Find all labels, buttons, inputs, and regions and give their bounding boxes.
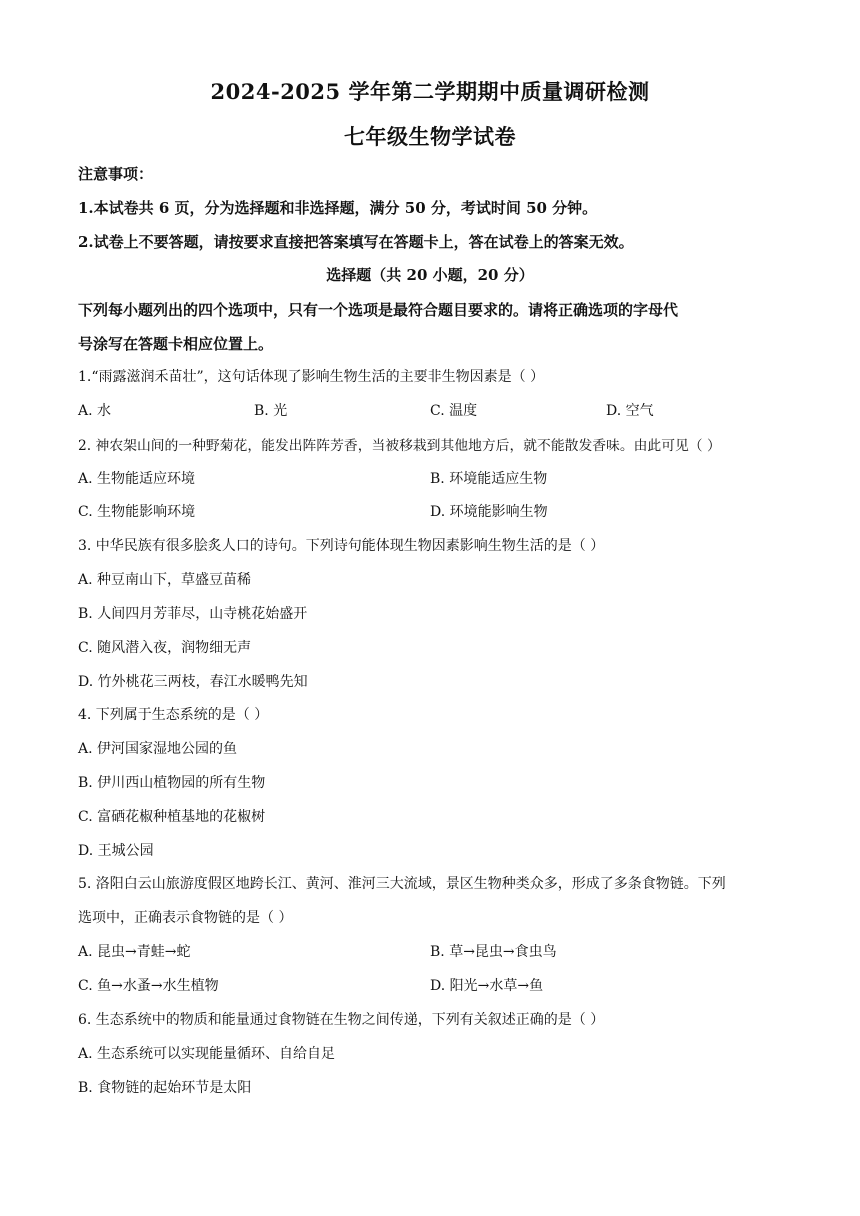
question-4-option-a: A. 伊河国家湿地公园的鱼 <box>78 741 238 757</box>
question-1-option-b: B. 光 <box>254 403 288 419</box>
question-5-option-a: A. 昆虫→青蛙→蛇 <box>78 944 191 960</box>
question-3-option-a: A. 种豆南山下，草盛豆苗稀 <box>78 572 252 588</box>
question-2-option-b: B. 环境能适应生物 <box>430 471 548 487</box>
question-2-stem: 2. 神农架山间的一种野菊花，能发出阵阵芳香，当被移栽到其他地方后，就不能散发香味。由此可见（ ） <box>78 438 721 454</box>
exam-subtitle: 七年级生物学试卷 <box>344 124 516 149</box>
question-2-option-c: C. 生物能影响环境 <box>78 504 196 520</box>
question-5-option-d: D. 阳光→水草→鱼 <box>430 978 544 994</box>
question-2-option-d: D. 环境能影响生物 <box>430 504 548 520</box>
question-5-option-b: B. 草→昆虫→食虫鸟 <box>430 944 557 960</box>
question-3-option-b: B. 人间四月芳菲尽，山寺桃花始盛开 <box>78 606 308 622</box>
question-1-option-c: C. 温度 <box>430 403 478 419</box>
notice-item-1: 1.本试卷共 6 页，分为选择题和非选择题，满分 50 分，考试时间 50 分钟。 <box>78 199 598 217</box>
question-3-option-d: D. 竹外桃花三两枝，春江水暖鸭先知 <box>78 674 308 690</box>
notice-item-2: 2.试卷上不要答题，请按要求直接把答案填写在答题卡上，答在试卷上的答案无效。 <box>78 233 634 251</box>
section-instruction-line-2: 号涂写在答题卡相应位置上。 <box>78 335 274 353</box>
question-1-stem: 1.“雨露滋润禾苗壮”，这句话体现了影响生物生活的主要非生物因素是（ ） <box>78 369 545 385</box>
question-6-option-a: A. 生态系统可以实现能量循环、自给自足 <box>78 1046 336 1062</box>
question-3-option-c: C. 随风潜入夜，润物细无声 <box>78 640 252 656</box>
question-4-option-b: B. 伊川西山植物园的所有生物 <box>78 775 266 791</box>
question-4-option-c: C. 富硒花椒种植基地的花椒树 <box>78 809 266 825</box>
question-1-option-a: A. 水 <box>78 403 112 419</box>
section-instruction-line-1: 下列每小题列出的四个选项中，只有一个选项是最符合题目要求的。请将正确选项的字母代 <box>78 301 679 319</box>
question-6-stem: 6. 生态系统中的物质和能量通过食物链在生物之间传递，下列有关叙述正确的是（ ） <box>78 1012 605 1028</box>
question-1-option-d: D. 空气 <box>606 403 654 419</box>
question-5-stem-line-2: 选项中，正确表示食物链的是（ ） <box>78 910 293 926</box>
section-title: 选择题（共 20 小题，20 分） <box>326 266 534 284</box>
question-5-stem-line-1: 5. 洛阳白云山旅游度假区地跨长江、黄河、淮河三大流域，景区生物种类众多，形成了多条食物链。下列 <box>78 876 726 892</box>
question-2-option-a: A. 生物能适应环境 <box>78 471 196 487</box>
exam-title: 2024-2025 学年第二学期期中质量调研检测 <box>210 79 650 104</box>
question-6-option-b: B. 食物链的起始环节是太阳 <box>78 1080 252 1096</box>
question-4-stem: 4. 下列属于生态系统的是（ ） <box>78 707 269 723</box>
question-5-option-c: C. 鱼→水蚤→水生植物 <box>78 978 219 994</box>
question-3-stem: 3. 中华民族有很多脍炙人口的诗句。下列诗句能体现生物因素影响生物生活的是（ ） <box>78 538 605 554</box>
question-4-option-d: D. 王城公园 <box>78 843 154 859</box>
notice-heading: 注意事项： <box>78 165 154 183</box>
